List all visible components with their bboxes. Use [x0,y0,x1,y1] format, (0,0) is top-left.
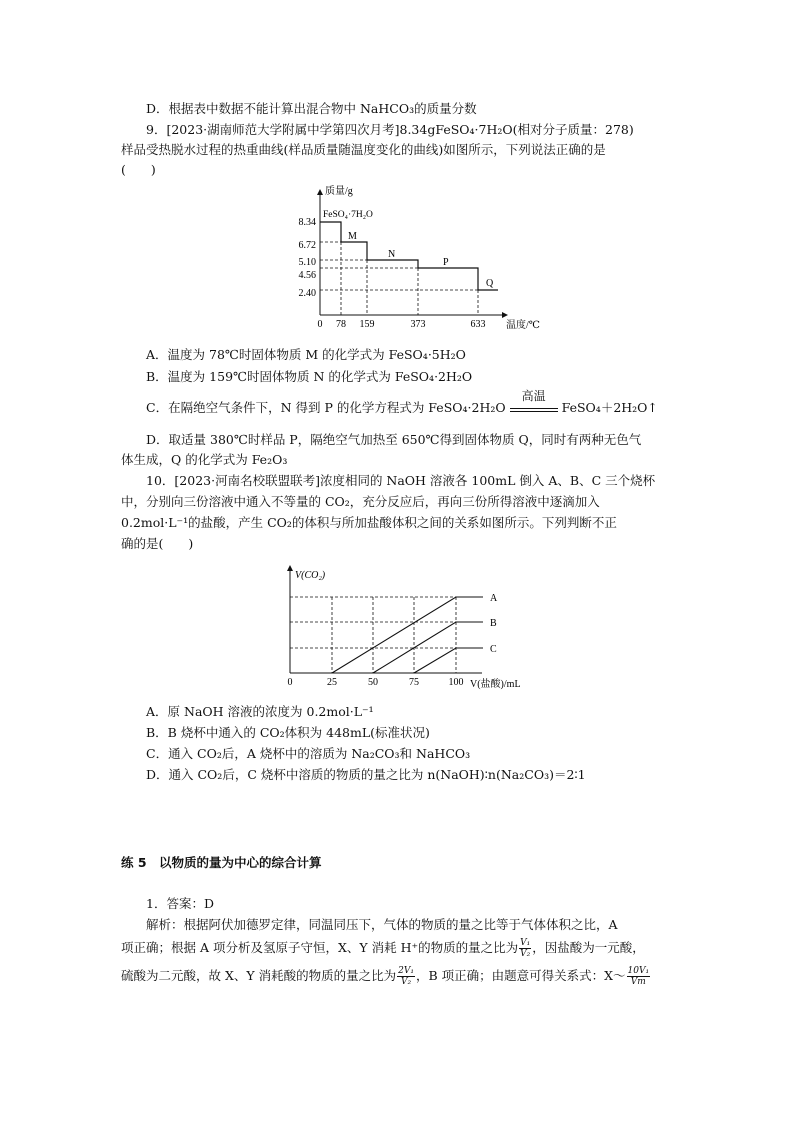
q10-x-tick-0: 0 [287,677,293,688]
q10-co2-volume-chart [270,560,570,695]
section-title: 练 5 以物质的量为中心的综合计算 [121,855,322,870]
q10-option-b: B．B 烧杯中通入的 CO₂体积为 448mL(标准状况) [146,725,430,740]
q9-y-tick-456: 4.56 [298,270,316,281]
q10-x-tick-25: 25 [327,677,337,688]
q9-stem-line1: 9．[2023·湖南师范大学附属中学第四次月考]8.34gFeSO₄·7H₂O(相对分子质量：278) [146,122,634,137]
q9-label-n: N [388,249,396,260]
q10-x-axis-label: V(盐酸)/mL [470,679,521,690]
q9-x-tick-633: 633 [470,319,486,330]
q8-option-d: D．根据表中数据不能计算出混合物中 NaHCO₃的质量分数 [146,101,477,116]
answer1-line3-mid: ，B 项正确；由题意可得关系式：X～ [415,968,626,983]
answer1-line1: 解析：根据阿伏加德罗定律，同温同压下，气体的物质的量之比等于气体体积之比，A [146,917,618,932]
q10-x-tick-50: 50 [368,677,378,688]
q10-series-c-line [414,648,483,673]
q9-x-tick-373: 373 [410,319,426,330]
answer1-fraction-1-num: V₁ [520,938,531,948]
q9-option-d-line2: 体生成，Q 的化学式为 Fe₂O₃ [121,452,288,467]
q10-x-tick-100: 100 [448,677,464,688]
q9-y-tick-834: 8.34 [298,217,316,228]
answer1-line3 [121,966,651,987]
q9-stem-line2: 样品受热脱水过程的热重曲线(样品质量随温度变化的曲线)如图所示，下列说法正确的是 [121,142,606,157]
q9-label-q: Q [486,278,494,289]
answer1-fraction-1 [519,938,531,959]
q9-label-m: M [348,231,357,242]
q9-option-c [146,389,658,417]
answer1-line3-pre: 硫酸为二元酸，故 X、Y 消耗酸的物质的量之比为 [121,968,397,983]
q9-mass-curve [320,222,498,290]
q9-reaction-condition: 高温 [521,389,546,403]
q10-series-b-label: B [490,618,497,629]
q10-stem-line2: 中，分别向三份溶液中通入不等量的 CO₂，充分反应后，再向三份所得溶液中逐滴加入 [121,494,600,509]
answer1-fraction-2-den: V₂ [400,977,412,987]
q9-option-c-pre: C．在隔绝空气条件下，N 得到 P 的化学方程式为 FeSO₄·2H₂O [146,400,506,415]
q10-stem-line1: 10．[2023·河南名校联盟联考]浓度相同的 NaOH 溶液各 100mL 倒入 A、B、C 三个烧杯 [146,473,656,488]
answer1-fraction-2-num: 2V₁ [398,966,414,976]
answer1-line2-pre: 项正确；根据 A 项分析及氢原子守恒，X、Y 消耗 H⁺的物质的量之比为 [121,940,519,955]
q9-y-axis-label: 质量/g [325,186,353,197]
q10-x-tick-75: 75 [409,677,419,688]
q9-option-c-post: FeSO₄＋2H₂O↑ [561,400,658,415]
q9-reaction-arrow [510,389,558,412]
q10-option-a: A．原 NaOH 溶液的浓度为 0.2mol·L⁻¹ [146,704,374,719]
answer1-fraction-2 [397,966,415,987]
q10-series-a-line [332,597,483,673]
q9-y-tick-240: 2.40 [298,288,316,299]
q10-option-c: C．通入 CO₂后，A 烧杯中的溶质为 Na₂CO₃和 NaHCO₃ [146,746,471,761]
q9-stem-line3: ( ) [121,162,156,177]
q10-stem-line3: 0.2mol·L⁻¹的盐酸，产生 CO₂的体积与所加盐酸体积之间的关系如图所示。下列判断不正 [121,515,617,530]
q10-series-a-label: A [490,593,498,604]
q9-x-tick-78: 78 [336,319,346,330]
q9-x-tick-0: 0 [317,319,323,330]
q9-x-axis-label: 温度/℃ [506,320,540,331]
q9-y-tick-510: 5.10 [298,257,316,268]
q9-label-p: P [443,257,449,268]
answer1-line2 [121,938,645,959]
q10-y-axis-label: V(CO₂) [295,570,326,581]
q9-option-b: B．温度为 159℃时固体物质 N 的化学式为 FeSO₄·2H₂O [146,369,473,384]
q10-stem-line4: 确的是( ) [121,536,194,551]
q10-option-d: D．通入 CO₂后，C 烧杯中溶质的物质的量之比为 n(NaOH)∶n(Na₂CO₃)＝2∶1 [146,767,586,782]
q9-option-a: A．温度为 78℃时固体物质 M 的化学式为 FeSO₄·5H₂O [146,347,466,362]
answer1-fraction-3 [627,966,651,987]
q9-y-tick-672: 6.72 [298,240,316,251]
answer1-fraction-3-num: 10V₁ [627,966,650,976]
q9-thermogravimetric-chart [270,180,570,335]
q9-x-tick-159: 159 [359,319,375,330]
answer1-answer: 1．答案：D [146,896,214,911]
q9-label-feso4-7h2o: FeSO₄·7H₂O [323,210,373,220]
answer1-line2-post: ，因盐酸为一元酸， [532,940,645,955]
answer1-fraction-1-den: V₂ [520,949,531,959]
q10-series-c-label: C [490,644,497,655]
q9-option-d-line1: D．取适量 380℃时样品 P，隔绝空气加热至 650℃得到固体物质 Q，同时有两种无色气 [146,432,642,447]
answer1-fraction-3-den: Vm [630,977,646,987]
